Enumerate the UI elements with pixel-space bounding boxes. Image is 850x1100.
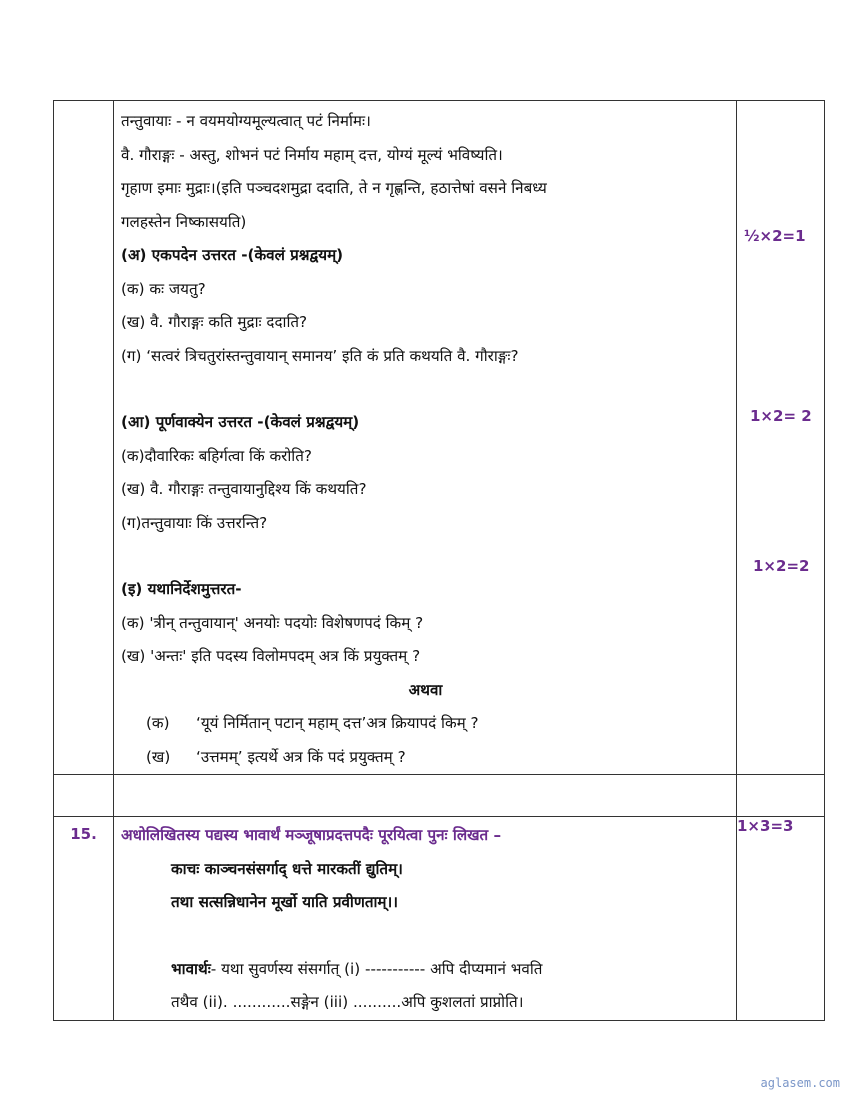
empty-cell xyxy=(54,775,114,817)
alt-item-text: ‘उत्तमम्’ इत्यर्थे अत्र किं पदं प्रयुक्तम् ? xyxy=(196,747,406,766)
question-instruction: अधोलिखितस्य पद्यस्य भावार्थं मञ्जूषाप्रदत्तपदैः पूरयित्वा पुनः लिखत – xyxy=(121,826,502,844)
table-row xyxy=(54,775,825,817)
passage-line: गलहस्तेन निष्कासयति) xyxy=(121,212,247,231)
table-row xyxy=(54,101,825,775)
marks-q15: 1×3=3 xyxy=(737,817,825,1021)
alt-item xyxy=(121,741,730,775)
section-a-item: (क) कः जयतु? xyxy=(121,279,206,298)
or-label: अथवा xyxy=(408,680,443,699)
question-number: 15. xyxy=(54,817,114,1021)
watermark-link[interactable]: aglasem.com xyxy=(760,1076,840,1090)
alt-item-label: (क) xyxy=(146,714,170,732)
alt-item-label: (ख) xyxy=(146,747,171,766)
section-a-item: (ख) वै. गौराङ्गः कति मुद्राः ददाति? xyxy=(121,313,308,331)
verse-line: काचः काञ्चनसंसर्गाद् धत्ते मारकतीं द्युतिम्। xyxy=(171,859,403,878)
empty-cell xyxy=(114,775,737,817)
section-i-item: (ख) 'अन्तः' इति पदस्य विलोमपदम् अत्र किं प्रयुक्तम् ? xyxy=(121,647,421,665)
table-row xyxy=(54,817,825,1021)
section-i-heading: (इ) यथानिर्देशमुत्तरत- xyxy=(121,580,242,598)
bhavartha-text: - यथा सुवर्णस्य संसर्गात् (i) ----------- अपि दीप्यमानं भवति xyxy=(210,959,543,978)
section-a-heading: (अ) एकपदेन उत्तरत -(केवलं प्रश्नद्वयम्) xyxy=(121,246,344,264)
passage-line: गृहाण इमाः मुद्राः।(इति पञ्चदशमुद्रा ददाति, ते न गृह्णन्ति, हठात्तेषां वसने निबध्य xyxy=(121,179,547,197)
question-number-cell xyxy=(54,101,114,775)
alt-item xyxy=(121,707,730,741)
bhavartha-label: भावार्थः xyxy=(171,959,211,978)
verse-line: तथा सत्सन्निधानेन मूर्खो याति प्रवीणताम्।। xyxy=(171,893,399,911)
marks-section-a: ½×2=1 xyxy=(744,227,806,245)
passage-line: वै. गौराङ्गः - अस्तु, शोभनं पटं निर्माय महाम् दत्त, योग्यं मूल्यं भविष्यति। xyxy=(121,145,503,164)
question-content-cell xyxy=(114,817,737,1021)
question-table xyxy=(53,100,825,1021)
marks-section-aa: 1×2= 2 xyxy=(750,407,812,425)
section-aa-item: (ग)तन्तुवायाः किं उत्तरन्ति? xyxy=(121,513,268,532)
section-a-item: (ग) ‘सत्वरं त्रिचतुरांस्तन्तुवायान् समानय’ इति कं प्रति कथयति वै. गौराङ्गः? xyxy=(121,346,519,365)
bhavartha-line: तथैव (ii). ............सङ्गेन (iii) ..........अपि कुशलतां प्राप्नोति। xyxy=(171,993,524,1011)
section-aa-item: (ख) वै. गौराङ्गः तन्तुवायानुद्दिश्य किं कथयति? xyxy=(121,480,367,498)
question-content-cell xyxy=(114,101,737,775)
empty-cell xyxy=(737,775,825,817)
marks-section-i: 1×2=2 xyxy=(753,557,810,575)
section-i-item: (क) 'त्रीन् तन्तुवायान्' अनयोः पदयोः विशेषणपदं किम् ? xyxy=(121,613,424,632)
section-aa-item: (क)दौवारिकः बहिर्गत्वा किं करोति? xyxy=(121,446,312,465)
marks-cell xyxy=(737,101,825,775)
section-aa-heading: (आ) पूर्णवाक्येन उत्तरत -(केवलं प्रश्नद्वयम्) xyxy=(121,413,360,431)
bhavartha-line xyxy=(121,953,730,987)
passage-line: तन्तुवायाः - न वयमयोग्यमूल्यत्वात् पटं निर्मामः। xyxy=(121,112,371,130)
alt-item-text: ‘यूयं निर्मितान् पटान् महाम् दत्त’अत्र क्रियापदं किम् ? xyxy=(196,714,479,732)
